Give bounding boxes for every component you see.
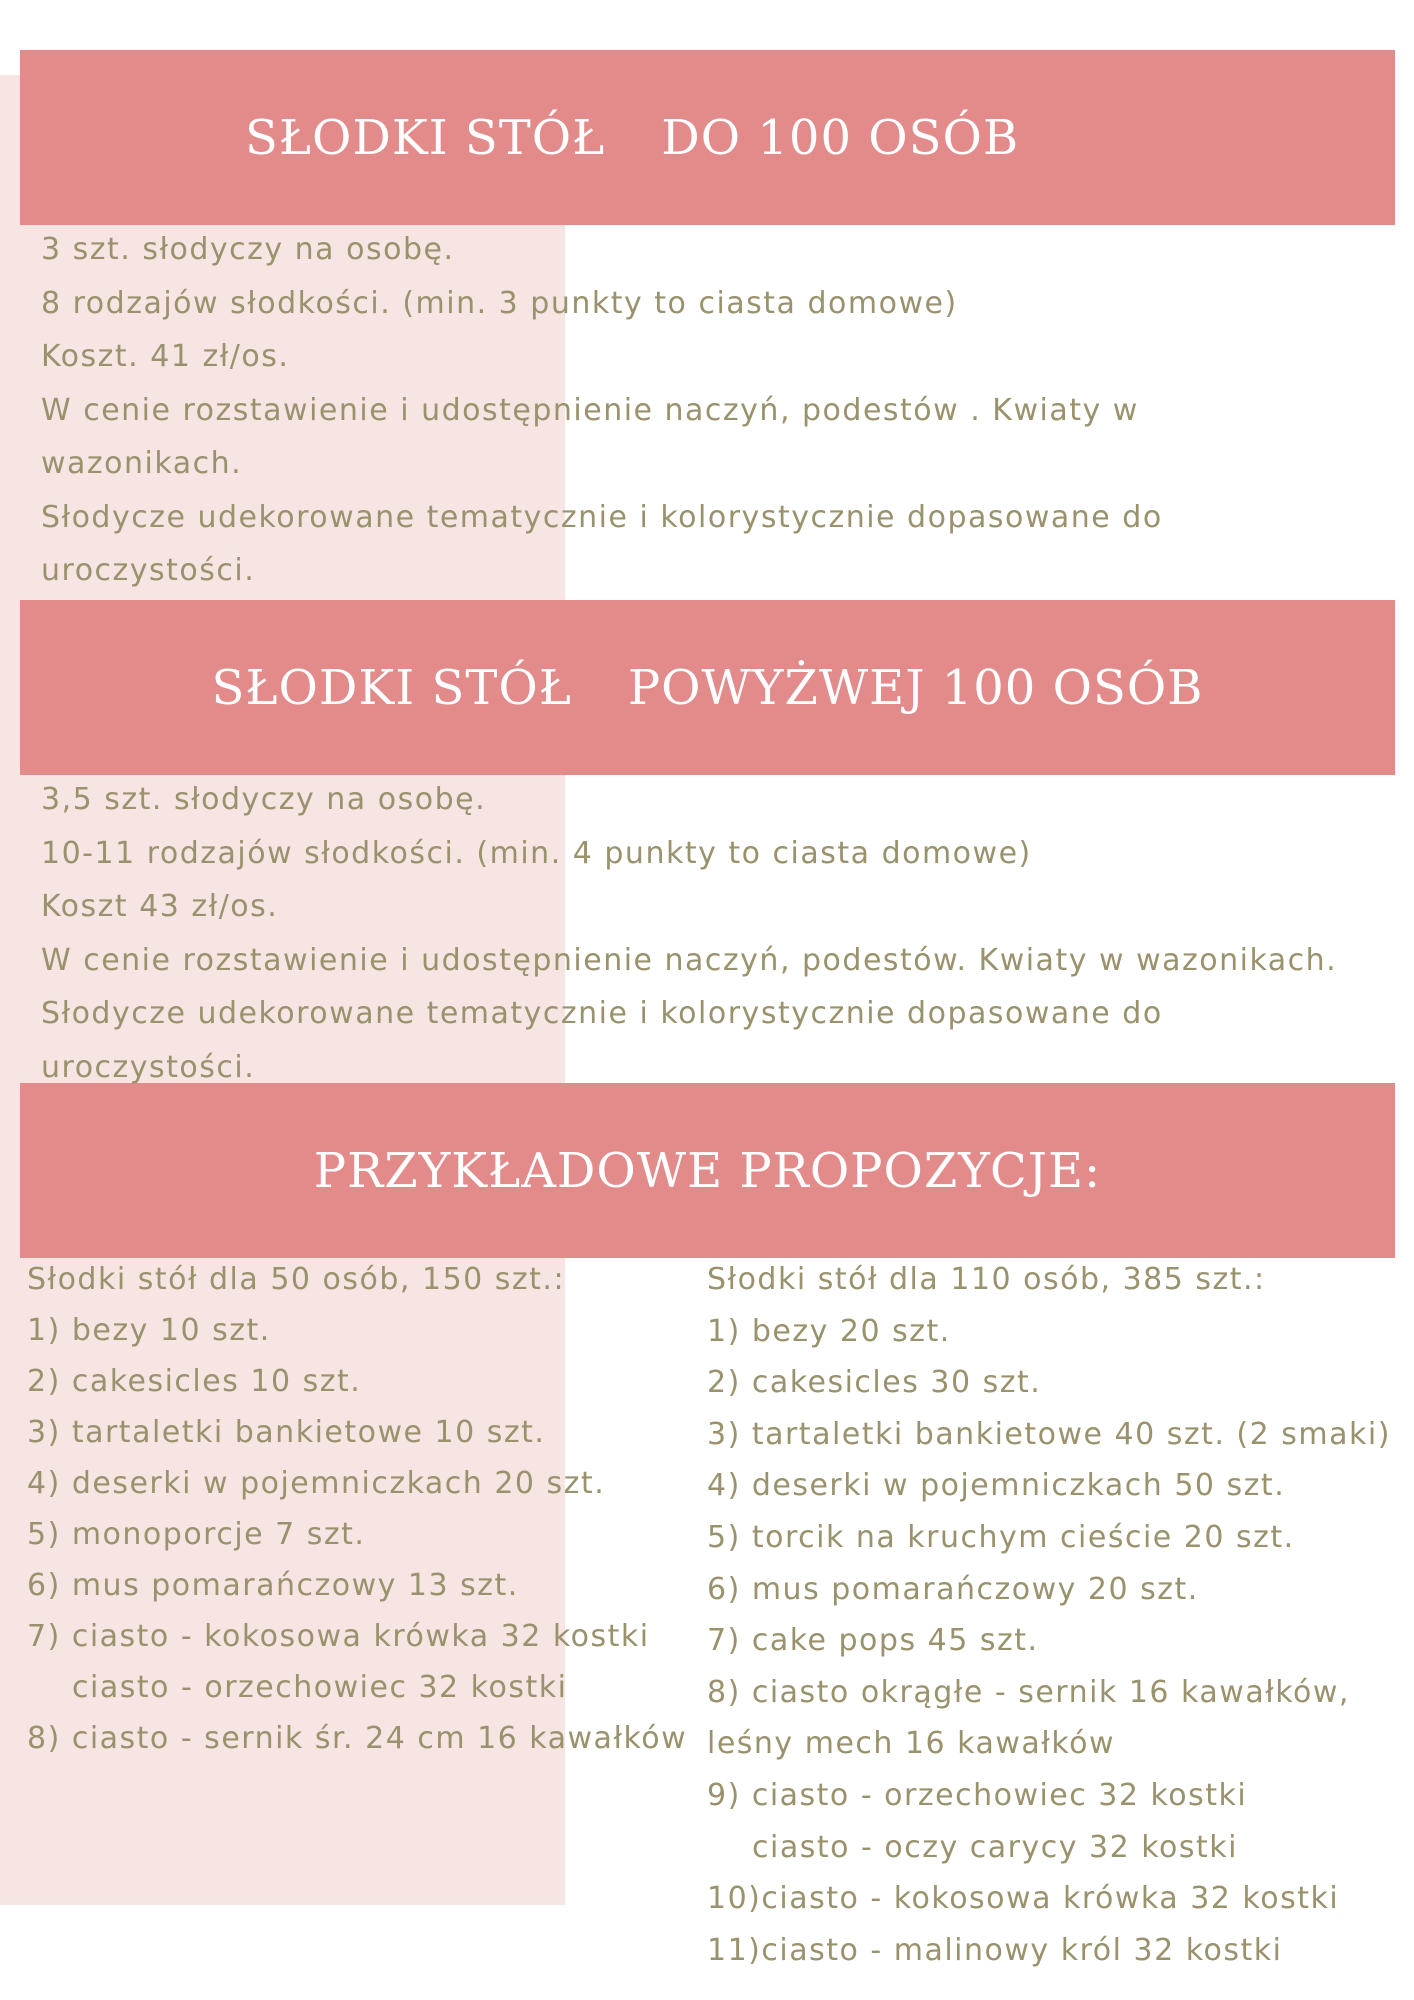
list-item: 6) mus pomarańczowy 20 szt.: [707, 1571, 1199, 1607]
list-item: 7) ciasto - kokosowa krówka 32 kostki: [27, 1619, 650, 1654]
banner-over-100: [20, 600, 1395, 775]
list-item: 5) monoporcje 7 szt.: [27, 1517, 366, 1552]
proposal-110-guests: [707, 1254, 1391, 1976]
detail-line: uroczystości.: [41, 1049, 256, 1085]
proposal-title: Słodki stół dla 50 osób, 150 szt.:: [27, 1262, 566, 1297]
detail-line: 10-11 rodzajów słodkości. (min. 4 punkty to ciasta domowe): [41, 835, 1032, 871]
list-item: 3) tartaletki bankietowe 10 szt.: [27, 1415, 546, 1450]
list-item: 3) tartaletki bankietowe 40 szt. (2 smaki): [707, 1416, 1391, 1452]
detail-line: wazonikach.: [41, 446, 243, 481]
offer-up-to-100-details: [41, 223, 1241, 598]
banner-title-part1: SŁODKI STÓŁ: [211, 659, 572, 716]
detail-line: W cenie rozstawienie i udostępnienie naczyń, podestów . Kwiaty w: [41, 392, 1139, 428]
detail-line: W cenie rozstawienie i udostępnienie naczyń, podestów. Kwiaty w wazonikach.: [41, 942, 1338, 978]
detail-line: Słodycze udekorowane tematycznie i kolorystycznie dopasowane do: [41, 996, 1163, 1031]
list-item: 1) bezy 10 szt.: [27, 1313, 271, 1348]
banner-title-part2: POWYŻWEJ 100 OSÓB: [627, 659, 1204, 716]
list-item: 1) bezy 20 szt.: [707, 1313, 951, 1349]
detail-line: Słodycze udekorowane tematycznie i kolorystycznie dopasowane do: [41, 499, 1163, 535]
banner-title-part1: SŁODKI STÓŁ: [245, 109, 606, 166]
list-item: 11)ciasto - malinowy król 32 kostki: [707, 1932, 1283, 1968]
list-item: 7) cake pops 45 szt.: [707, 1623, 1039, 1659]
detail-line: 8 rodzajów słodkości. (min. 3 punkty to ciasta domowe): [41, 285, 958, 321]
detail-line: Koszt. 41 zł/os.: [41, 339, 290, 374]
list-item-continuation: ciasto - orzechowiec 32 kostki: [72, 1670, 568, 1705]
list-item: 4) deserki w pojemniczkach 50 szt.: [707, 1468, 1286, 1504]
list-item: 10)ciasto - kokosowa krówka 32 kostki: [707, 1881, 1340, 1917]
banner-title-part2: DO 100 OSÓB: [661, 109, 1020, 166]
banner-title: PRZYKŁADOWE PROPOZYCJE:: [313, 1142, 1102, 1199]
banner-up-to-100: [20, 50, 1395, 225]
list-item: 4) deserki w pojemniczkach 20 szt.: [27, 1466, 606, 1501]
detail-line: uroczystości.: [41, 553, 256, 588]
list-item-continuation: ciasto - oczy carycy 32 kostki: [752, 1829, 1238, 1865]
detail-line: 3,5 szt. słodyczy na osobę.: [41, 782, 487, 817]
proposal-50-guests: [27, 1254, 687, 1764]
list-item: 2) cakesicles 30 szt.: [707, 1365, 1042, 1401]
proposal-title: Słodki stół dla 110 osób, 385 szt.:: [707, 1262, 1266, 1297]
list-item: 6) mus pomarańczowy 13 szt.: [27, 1568, 519, 1603]
list-item: 9) ciasto - orzechowiec 32 kostki: [707, 1777, 1248, 1813]
offer-over-100-details: [41, 773, 1381, 1094]
list-item: 8) ciasto okrągłe - sernik 16 kawałków,: [707, 1674, 1350, 1710]
list-item: 2) cakesicles 10 szt.: [27, 1364, 362, 1399]
banner-example-proposals: [20, 1083, 1395, 1258]
detail-line: 3 szt. słodyczy na osobę.: [41, 232, 455, 267]
detail-line: Koszt 43 zł/os.: [41, 889, 279, 924]
list-item: 8) ciasto - sernik śr. 24 cm 16 kawałków: [27, 1721, 688, 1756]
list-item-continuation: leśny mech 16 kawałków: [707, 1726, 1116, 1762]
list-item: 5) torcik na kruchym cieście 20 szt.: [707, 1519, 1295, 1555]
